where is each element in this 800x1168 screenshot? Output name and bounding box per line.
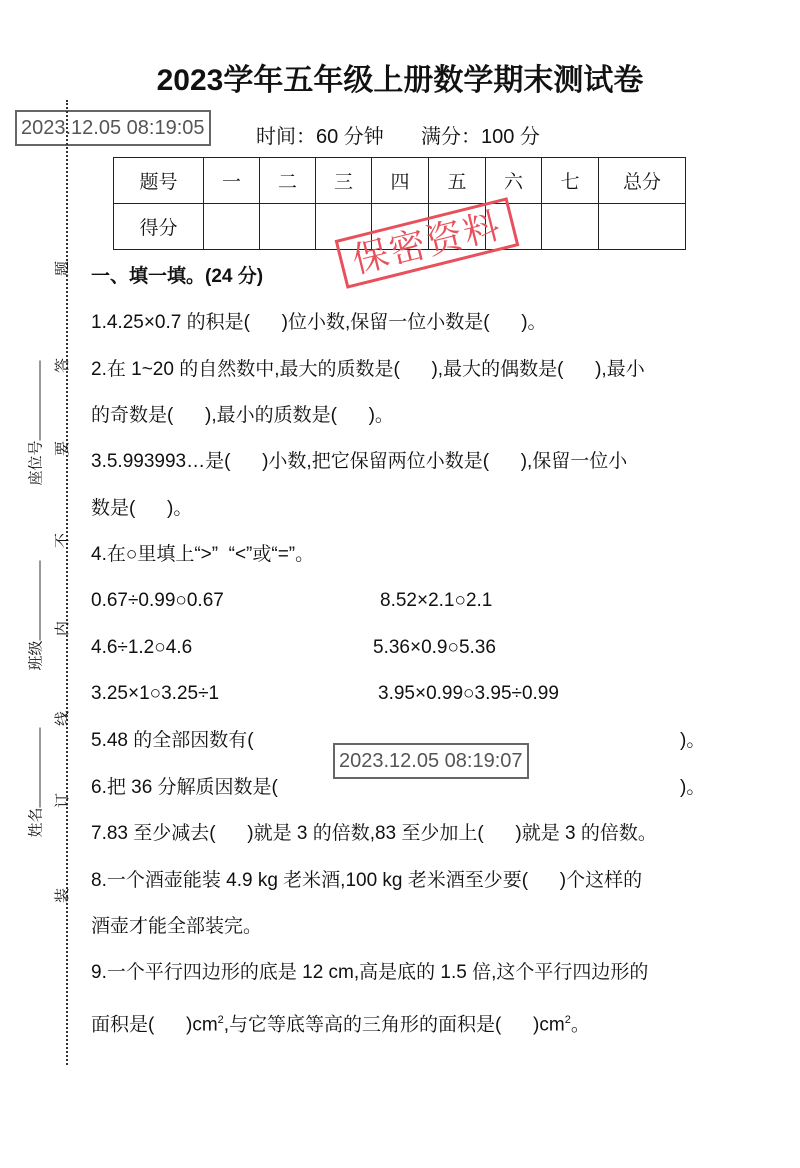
binding-char: 要 [54,440,72,457]
field-label: 班级 [27,640,45,671]
binding-line [66,100,68,1065]
question-line: 4.在○里填上“>” “<”或“=”。 [91,544,315,565]
table-header: 四 [372,158,429,204]
table-row [114,158,686,204]
field-label: 姓名 [27,807,45,838]
text: ,与它等底等高的三角形的面积是( )cm [223,1014,565,1036]
compare-item: 5.36×0.9○5.36 [373,637,496,658]
score-cell [599,204,686,250]
full-score: 满分：100 分 [421,126,540,148]
compare-item: 3.25×1○3.25÷1 [91,683,220,704]
table-header: 一 [204,158,260,204]
field-label: 座位号 [27,440,45,486]
class-field[interactable] [25,521,46,671]
binding-char: 题 [54,260,72,277]
section-heading: 一、填一填。(24 分) [91,266,264,287]
compare-item: 4.6÷1.2○4.6 [91,637,193,658]
question-line-end: )。 [680,777,706,798]
text: 。 [570,1014,590,1036]
question-line: 的奇数是( ),最小的质数是( )。 [91,405,394,426]
question-line: 1.4.25×0.7 的积是( )位小数,保留一位小数是( )。 [91,312,547,333]
compare-item: 8.52×2.1○2.1 [380,590,493,611]
question-line: 8.一个酒壶能装 4.9 kg 老米酒,100 kg 老米酒至少要( )个这样的 [91,870,643,891]
table-header: 五 [429,158,486,204]
binding-char: 答 [54,357,72,374]
text: 面积是( )cm [91,1014,218,1036]
seat-number-field[interactable] [25,336,46,486]
table-header: 题号 [114,158,204,204]
compare-item: 0.67÷0.99○0.67 [91,590,224,611]
question-line: 5.48 的全部因数有( [91,730,254,751]
binding-char: 不 [54,532,72,549]
score-cell [204,204,260,250]
table-header: 总分 [599,158,686,204]
question-line: 6.把 36 分解质因数是( [91,777,278,798]
question-line: 3.5.993993…是( )小数,把它保留两位小数是( ),保留一位小 [91,451,628,472]
question-line: 9.一个平行四边形的底是 12 cm,高是底的 1.5 倍,这个平行四边形的 [91,962,649,983]
table-header: 六 [486,158,542,204]
question-line: 数是( )。 [91,498,193,519]
question-line: 酒壶才能全部装完。 [91,916,263,937]
table-header: 七 [542,158,599,204]
confidential-stamp: 保密资料 [335,197,520,289]
name-field[interactable] [25,688,46,838]
superscript: 2 [217,1014,224,1026]
binding-char: 装 [54,887,72,904]
table-header: 三 [316,158,372,204]
question-line: 7.83 至少减去( )就是 3 的倍数,83 至少加上( )就是 3 的倍数。 [91,823,657,844]
row-label: 得分 [114,204,204,250]
binding-char: 内 [54,620,72,637]
binding-char: 订 [54,792,72,809]
exam-time: 时间：60 分钟 [256,126,384,148]
exam-title: 2023学年五年级上册数学期末测试卷 [156,64,644,97]
question-line [91,1008,590,1037]
timestamp-box: 2023.12.05 08:19:05 [15,110,211,146]
table-header: 二 [260,158,316,204]
binding-char: 线 [54,710,72,727]
timestamp-box: 2023.12.05 08:19:07 [333,743,529,779]
score-cell [542,204,599,250]
question-line: 2.在 1~20 的自然数中,最大的质数是( ),最大的偶数是( ),最小 [91,359,645,380]
score-cell [260,204,316,250]
question-line-end: )。 [680,730,706,751]
superscript: 2 [564,1014,571,1026]
compare-item: 3.95×0.99○3.95÷0.99 [378,683,559,704]
